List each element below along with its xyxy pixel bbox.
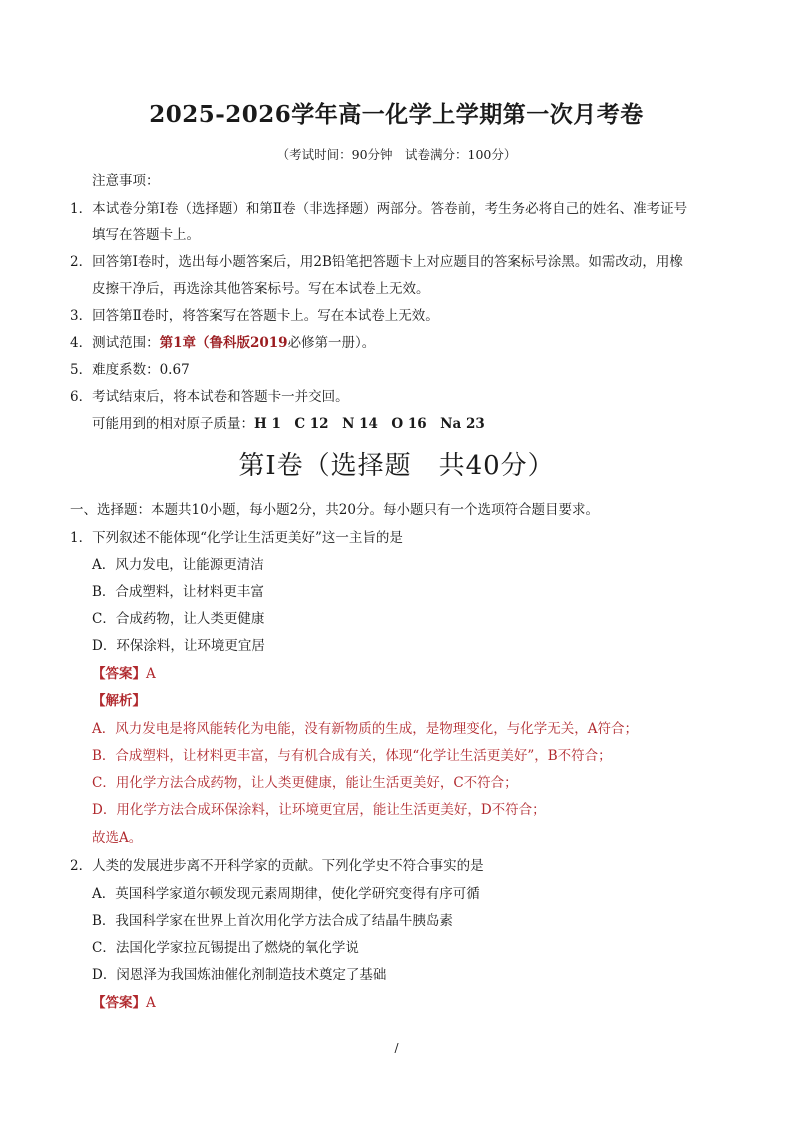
note-number: 1． xyxy=(70,201,93,217)
note-text: 难度系数：0.67 xyxy=(92,362,190,378)
analysis-conclusion: 故选A。 xyxy=(92,830,143,846)
note-1 xyxy=(70,199,687,219)
question-1-stem: 1．下列叙述不能体现“化学让生活更美好”这一主旨的是 xyxy=(70,530,403,546)
note-2 xyxy=(70,252,683,272)
question-2-answer xyxy=(92,993,156,1013)
question-2-option-d: D．闵恩泽为我国炼油催化剂制造技术奠定了基础 xyxy=(92,967,387,983)
question-2-option-b: B．我国科学家在世界上首次用化学方法合成了结晶牛胰岛素 xyxy=(92,913,453,929)
note-6 xyxy=(70,387,349,407)
atomic-mass-values: H 1 C 12 N 14 O 16 Na 23 xyxy=(254,416,485,432)
note-number: 4． xyxy=(70,335,93,351)
test-scope: 第1章（鲁科版2019 xyxy=(159,335,288,351)
analysis-line-d: D．用化学方法合成环保涂料，让环境更宜居，能让生活更美好，D不符合； xyxy=(92,802,546,818)
section-title: 第Ⅰ卷（选择题 共40分） xyxy=(238,451,555,481)
note-2-cont: 皮擦干净后，再选涂其他答案标号。写在本试卷上无效。 xyxy=(92,281,430,297)
question-1-option-d: D．环保涂料，让环境更宜居 xyxy=(92,638,265,654)
note-number: 5． xyxy=(70,362,93,378)
analysis-line-b: B．合成塑料，让材料更丰富，与有机合成有关，体现“化学让生活更美好”，B不符合； xyxy=(92,748,612,764)
note-number: 3． xyxy=(70,308,93,324)
answer-value: A xyxy=(146,995,156,1011)
answer-label: 【答案】 xyxy=(92,666,146,682)
note-text: 必修第一册）。 xyxy=(287,335,376,351)
note-4 xyxy=(70,333,375,353)
page-number: / xyxy=(394,1041,399,1055)
answer-label: 【答案】 xyxy=(92,995,146,1011)
note-text: 考试结束后，将本试卷和答题卡一并交回。 xyxy=(92,389,349,405)
note-1-cont: 填写在答题卡上。 xyxy=(92,227,200,243)
note-text: 测试范围： xyxy=(92,335,160,351)
note-5 xyxy=(70,360,190,380)
note-3 xyxy=(70,306,439,326)
question-2-option-c: C．法国化学家拉瓦锡提出了燃烧的氧化学说 xyxy=(92,940,359,956)
question-1-option-c: C．合成药物，让人类更健康 xyxy=(92,611,265,627)
note-text: 回答第Ⅱ卷时，将答案写在答题卡上。写在本试卷上无效。 xyxy=(92,308,439,324)
note-number: 6． xyxy=(70,389,93,405)
question-1-answer xyxy=(92,664,156,684)
question-1-option-a: A．风力发电，让能源更清洁 xyxy=(92,557,264,573)
atomic-mass-label: 可能用到的相对原子质量： xyxy=(92,416,254,432)
note-number: 2． xyxy=(70,254,93,270)
question-2-option-a: A．英国科学家道尔顿发现元素周期律，使化学研究变得有序可循 xyxy=(92,886,480,902)
question-1-analysis-label: 【解析】 xyxy=(92,693,146,709)
analysis-line-a: A．风力发电是将风能转化为电能，没有新物质的生成，是物理变化，与化学无关，A符合； xyxy=(92,721,638,737)
question-2-stem: 2．人类的发展进步离不开科学家的贡献。下列化学史不符合事实的是 xyxy=(70,858,484,874)
atomic-masses xyxy=(92,414,485,434)
notes-heading: 注意事项： xyxy=(92,173,160,189)
analysis-line-c: C．用化学方法合成药物，让人类更健康，能让生活更美好，C不符合； xyxy=(92,775,518,791)
section-instructions: 一、选择题：本题共10小题，每小题2分，共20分。每小题只有一个选项符合题目要求。 xyxy=(70,502,599,518)
exam-title: 2025-2026学年高一化学上学期第一次月考卷 xyxy=(149,101,644,128)
note-text: 本试卷分第Ⅰ卷（选择题）和第Ⅱ卷（非选择题）两部分。答卷前，考生务必将自己的姓名、准考证号 xyxy=(92,201,688,217)
note-text: 回答第Ⅰ卷时，选出每小题答案后，用2B铅笔把答题卡上对应题目的答案标号涂黑。如需改动，用橡 xyxy=(92,254,683,270)
exam-subtitle: （考试时间：90分钟 试卷满分：100分） xyxy=(276,147,517,162)
question-1-option-b: B．合成塑料，让材料更丰富 xyxy=(92,584,264,600)
answer-value: A xyxy=(146,666,156,682)
